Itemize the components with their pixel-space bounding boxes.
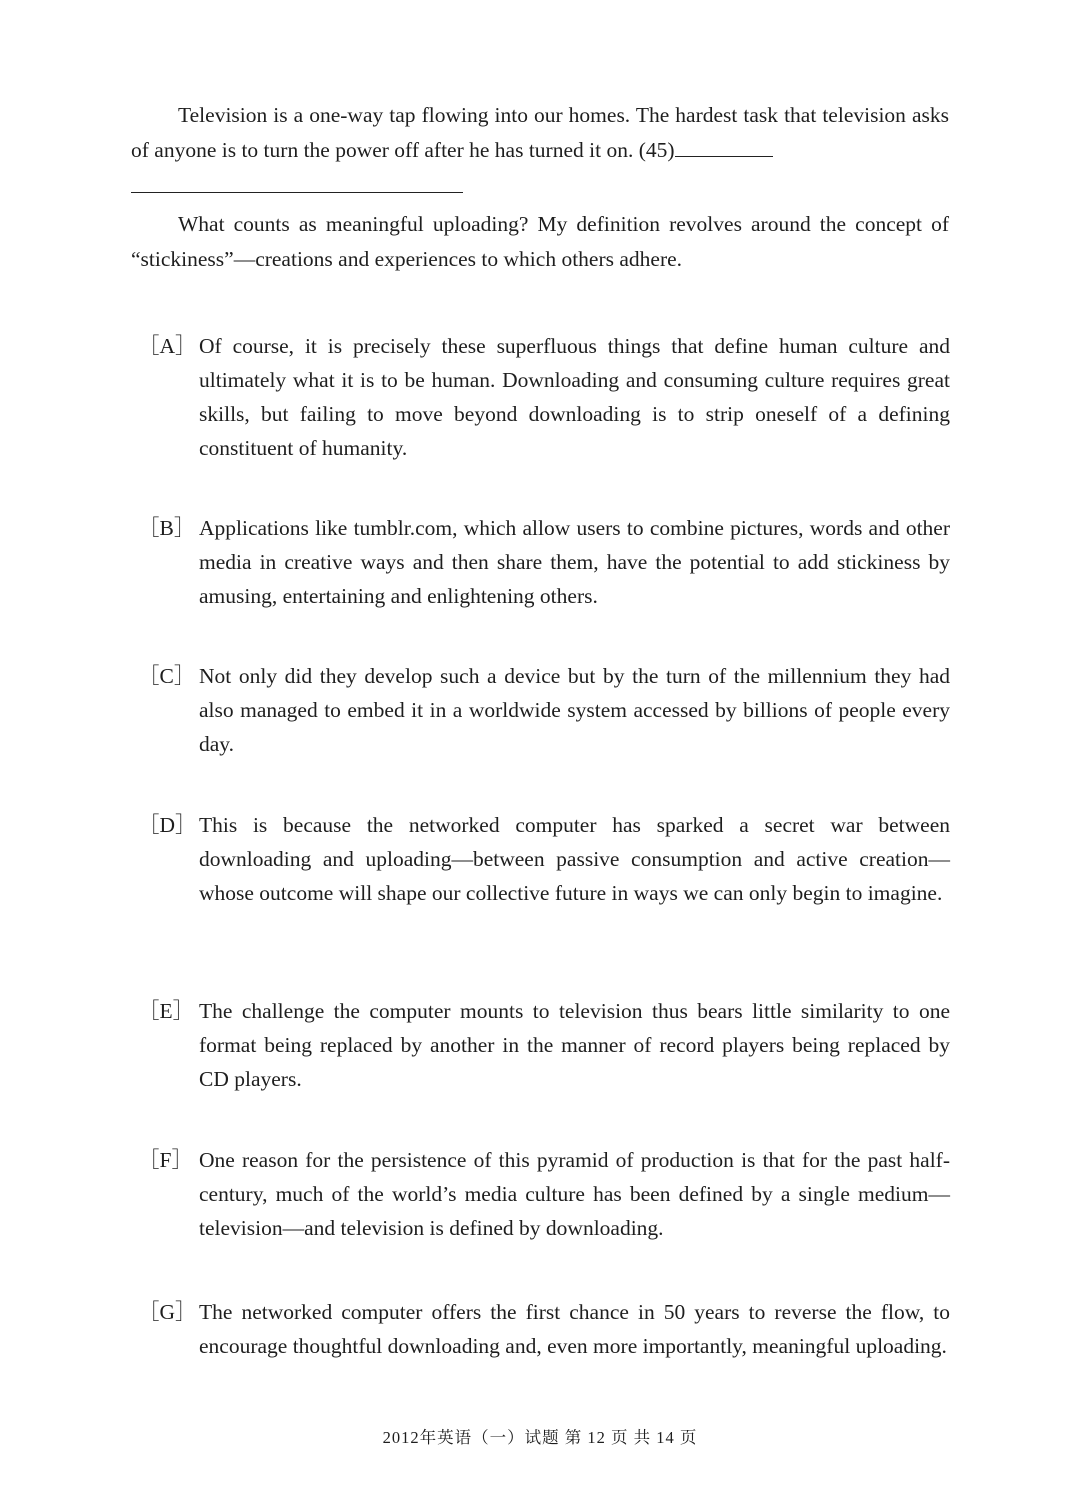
option-a <box>138 329 950 465</box>
page-footer: 2012年英语（一）试题 第 12 页 共 14 页 <box>382 1428 698 1447</box>
option-text: This is because the networked computer has sparked a secret war between downloading and uploading—between passive consumption and active creation—whose outcome will shape our collective future in ways we can only begin to imagine. <box>199 813 950 905</box>
option-label: ［A］ <box>138 334 197 358</box>
option-label: ［E］ <box>138 999 195 1023</box>
option-text: One reason for the persistence of this pyramid of production is that for the past half-century, much of the world’s media culture has been defined by a single medium—television—and television is defined by downloading. <box>199 1148 950 1240</box>
question-number: (45) <box>638 138 675 162</box>
option-text: The challenge the computer mounts to television thus bears little similarity to one format being replaced by another in the manner of record players being replaced by CD players. <box>199 999 950 1091</box>
option-c <box>138 659 950 761</box>
answer-blank-continuation[interactable] <box>131 192 463 193</box>
option-text: Applications like tumblr.com, which allow users to combine pictures, words and other media in creative ways and then share them, have the potential to add stickiness by amusing, entertaining and enlightening others. <box>199 516 950 608</box>
option-text: Not only did they develop such a device but by the turn of the millennium they had also managed to embed it in a worldwide system accessed by billions of people every day. <box>199 664 950 756</box>
passage-paragraph-television <box>131 98 949 168</box>
option-d <box>138 808 950 910</box>
option-g <box>138 1295 950 1363</box>
option-text: The networked computer offers the first chance in 50 years to reverse the flow, to encourage thoughtful downloading and, even more importantly, meaningful uploading. <box>199 1300 950 1358</box>
answer-blank[interactable] <box>675 138 773 157</box>
passage-paragraph-uploading <box>131 207 949 277</box>
option-label: ［G］ <box>138 1300 197 1324</box>
option-label: ［B］ <box>138 516 196 540</box>
option-label: ［C］ <box>138 664 196 688</box>
paragraph-text: What counts as meaningful uploading? My definition revolves around the concept of “stickiness”—creations and experiences to which others adhere. <box>131 212 949 271</box>
option-label: ［F］ <box>138 1148 193 1172</box>
option-e <box>138 994 950 1096</box>
option-text: Of course, it is precisely these superfluous things that define human culture and ultimately what it is to be human. Downloading and consuming culture requires great skills, but failing to move beyond downloading is to strip oneself of a defining constituent of humanity. <box>199 334 950 460</box>
paragraph-text: Television is a one-way tap flowing into our homes. The hardest task that television asks of anyone is to turn the power off after he has turned it on. <box>131 103 949 162</box>
option-label: ［D］ <box>138 813 197 837</box>
option-b <box>138 511 950 613</box>
option-f <box>138 1143 950 1245</box>
